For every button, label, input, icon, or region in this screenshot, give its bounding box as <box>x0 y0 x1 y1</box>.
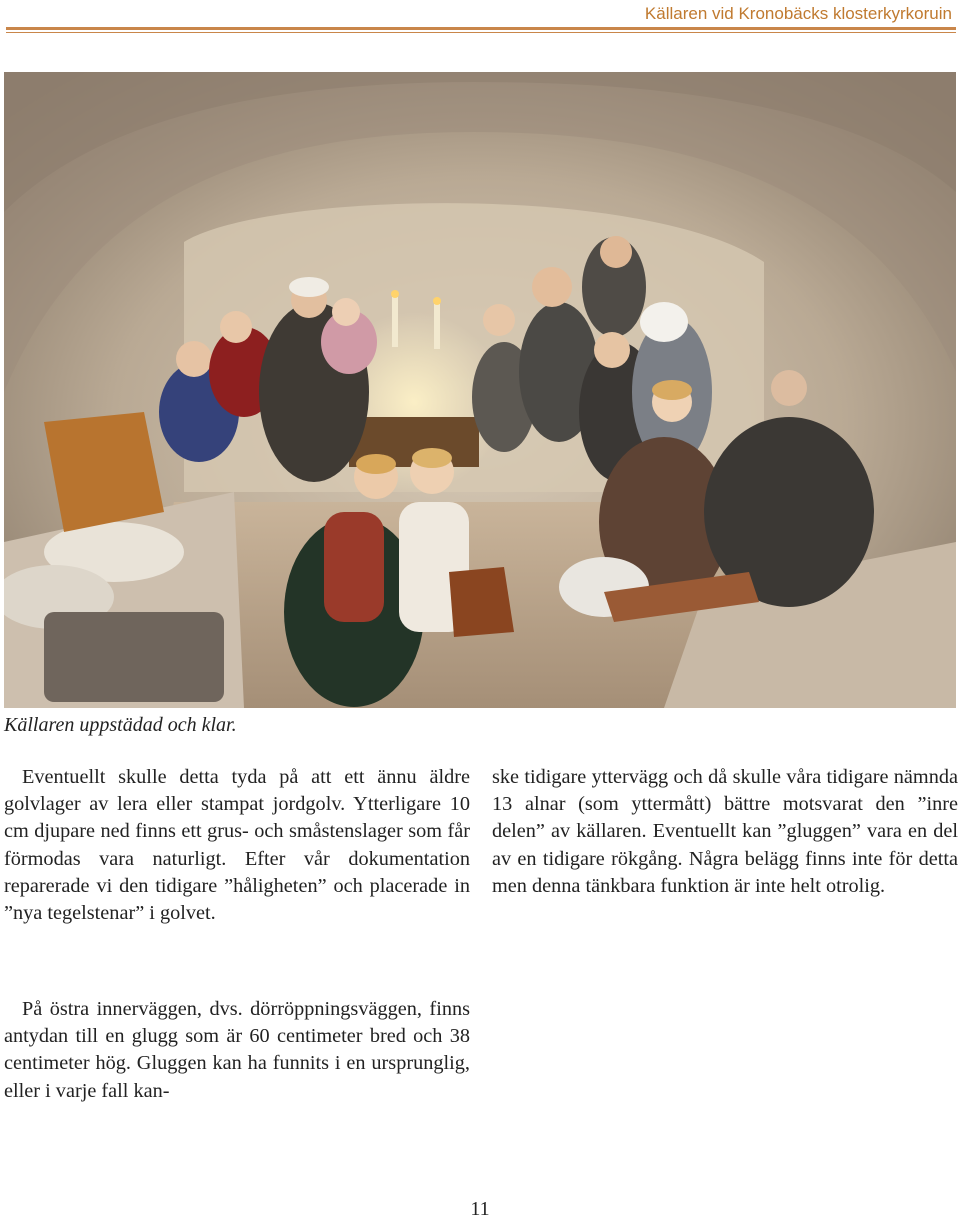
body-paragraph: ske tidigare yttervägg och då skulle våra tidigare nämnda 13 alnar (som yttermått) bättre motsvarat den ”inre delen” av källaren. Eventuellt kan ”gluggen” vara en del av en tidigare rökgång. Några belägg finns inte för detta men denna tänkbara funktion är inte helt otrolig. <box>492 766 958 897</box>
header-title: Källaren vid Kronobäcks klosterkyrkoruin <box>644 4 952 23</box>
left-column-paragraph-1 <box>4 764 470 927</box>
header-rule-thin <box>6 32 956 33</box>
body-paragraph: På östra innerväggen, dvs. dörröppningsväggen, finns antydan till en glugg som är 60 centimeter bred och 38 centimeter hög. Gluggen kan ha funnits i en ursprunglig, eller i varje fall kan- <box>4 998 470 1102</box>
body-paragraph: Eventuellt skulle detta tyda på att ett ännu äldre golvlager av lera eller stampat jordgolv. Ytterligare 10 cm djupare ned finns ett grus- och småstenslager som får förmodas vara naturligt. Efter vår dokumentation reparerade vi den tidigare ”håligheten” och placerade in ”nya tegelstenar” i golvet. <box>4 766 470 925</box>
left-column-paragraph-2 <box>4 996 470 1105</box>
page-number: 11 <box>470 1198 490 1220</box>
cellar-photo <box>4 72 956 708</box>
right-column-paragraph <box>492 764 958 900</box>
running-header <box>6 0 956 34</box>
header-rule <box>6 27 956 30</box>
figure-caption: Källaren uppstädad och klar. <box>4 714 237 736</box>
